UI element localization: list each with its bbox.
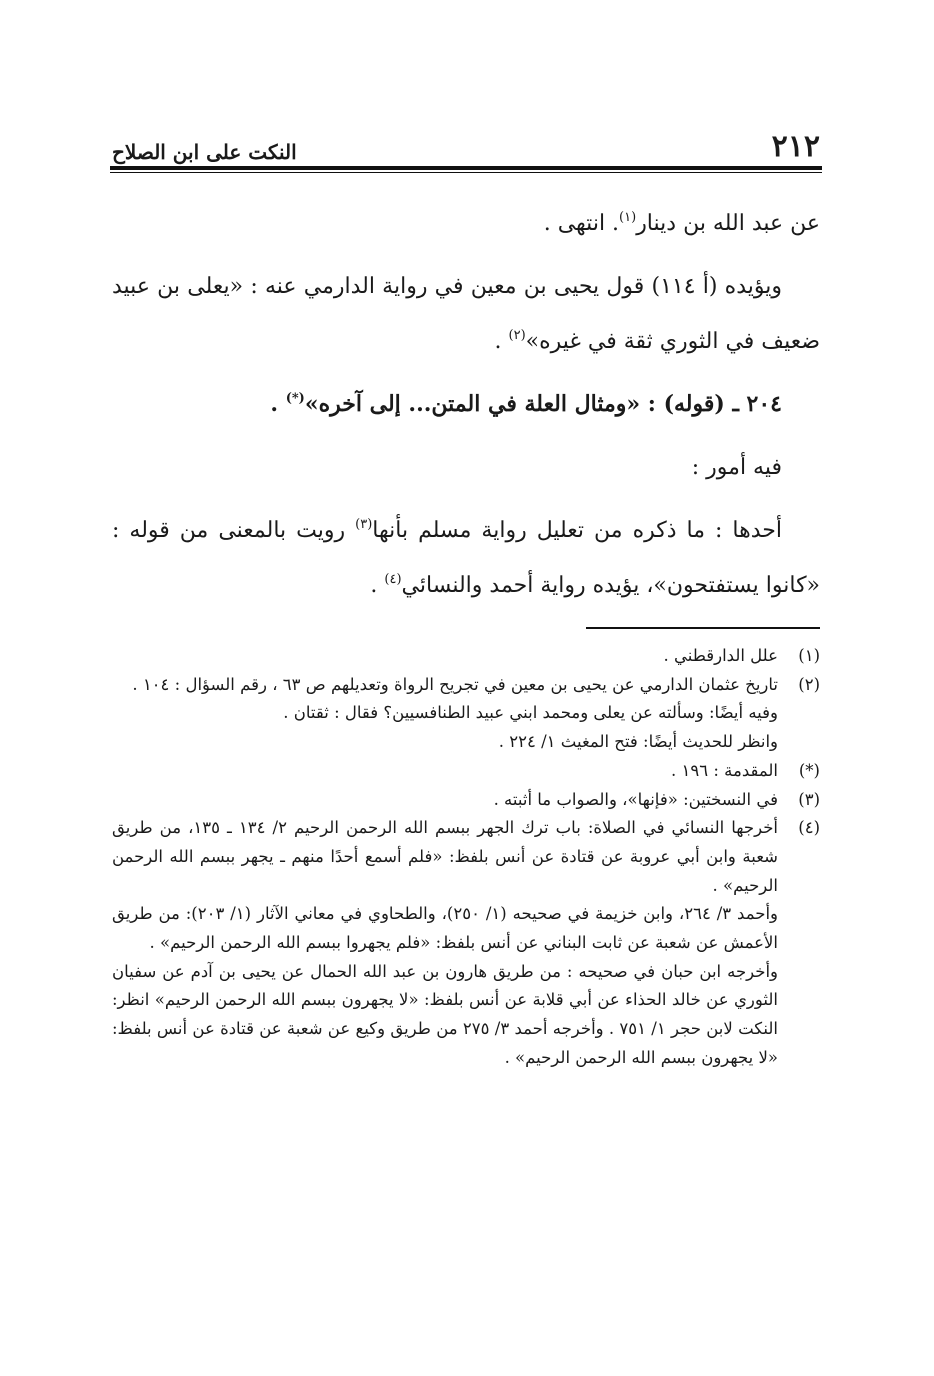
footnote-4-continuation: وأخرجه ابن حبان في صحيحه : من طريق هارون بن عبد الله الحمال عن يحيى بن آدم عن سفيان الثوري عن خالد الحذاء عن أبي قلابة عن أنس بلفظ: «لا يجهرون ببسم الله الرحمن الرحيم» انظر: النكت لابن حجر ١/ ٧٥١ . وأخرجه أحمد ٣/ ٢٧٥ من طريق وكيع عن شعبة عن قتادة عن أنس بلفظ: «لا يجهرون ببسم الله الرحمن الرحيم» . [112,961,778,1067]
footnote-2-continuation: وانظر للحديث أيضًا: فتح المغيث ١/ ٢٢٤ . [498,732,778,752]
footnote-3 [112,786,820,815]
footnote-text: تاريخ عثمان الدارمي عن يحيى بن معين في تجريح الرواة وتعديلهم ص ٦٣ ، رقم السؤال : ١٠٤ . [132,674,778,694]
section-heading: ٢٠٤ ـ (قوله) : «ومثال العلة في المتن... إلى آخره»(*) . [270,391,782,417]
footnote-text: في النسختين: «فإنها»، والصواب ما أثبته . [493,789,778,809]
main-text [112,196,820,621]
header-rule [110,166,822,173]
footnote-number: (٣) [798,789,820,809]
footnote-number: (٤) [798,818,820,838]
footnote-4-continuation: وأحمد ٣/ ٢٦٤، وابن خزيمة في صحيحه (١/ ٢٥٠)، والطحاوي في معاني الآثار (١/ ٢٠٣): من طريق الأعمش عن شعبة عن ثابت البناني عن أنس بلفظ: «فلم يجهروا ببسم الله الرحمن الرحيم» . [112,904,778,953]
footnote-text: أخرجها النسائي في الصلاة: باب ترك الجهر ببسم الله الرحمن الرحيم ٢/ ١٣٤ ـ ١٣٥، من طريق شعبة وابن أبي عروبة عن قتادة عن أنس بلفظ: «فلم أسمع أحدًا منهم ـ يجهر ببسم الله الرحمن الرحيم» . [112,818,778,895]
footnote-ref-4: (٤) [384,572,402,587]
footnote-2 [112,671,820,700]
footnote-ref-3: (٣) [355,517,373,532]
footnote-number: (*) [798,760,820,780]
page-header [112,122,820,162]
footnotes [112,642,820,1073]
page-number: ٢١٢ [771,129,820,164]
footnote-ref-1: (١) [619,210,637,225]
footnote-2-continuation: وفيه أيضًا: وسألته عن يعلى ومحمد ابني عبيد الطنافسيين؟ فقال : ثقتان . [283,703,778,723]
footnote-4 [112,814,820,900]
footnote-ref-2: (٢) [508,328,526,343]
footnote-star [112,757,820,786]
running-title: النكت على ابن الصلاح [112,140,297,164]
footnote-ref-star: (*) [285,391,305,406]
paragraph-1: عن عبد الله بن دينار$^{(١)}$. انتهى . [543,210,820,236]
footnote-text: علل الدارقطني . [663,646,778,665]
paragraph-3: فيه أمور : [691,455,782,480]
paragraph-4: أحدها : ما ذكره من تعليل رواية مسلم بأنها$^{(٣)}$ رويت بالمعنى من قوله : «كانوا يستفتحون»، يؤيده رواية أحمد والنسائي$^{(٤)}$ . [112,517,820,598]
footnote-number: (٢) [798,674,820,694]
footnote-separator [586,627,820,629]
footnote-text: المقدمة : ١٩٦ . [671,760,778,780]
paragraph-2: ويؤيده (أ ١١٤) قول يحيى بن معين في رواية الدارمي عنه : «يعلى بن عبيد ضعيف في الثوري ثقة في غيره»$^{(٢)}$ . [112,274,820,354]
footnote-1 [112,642,820,671]
footnote-number: (١) [798,646,820,665]
